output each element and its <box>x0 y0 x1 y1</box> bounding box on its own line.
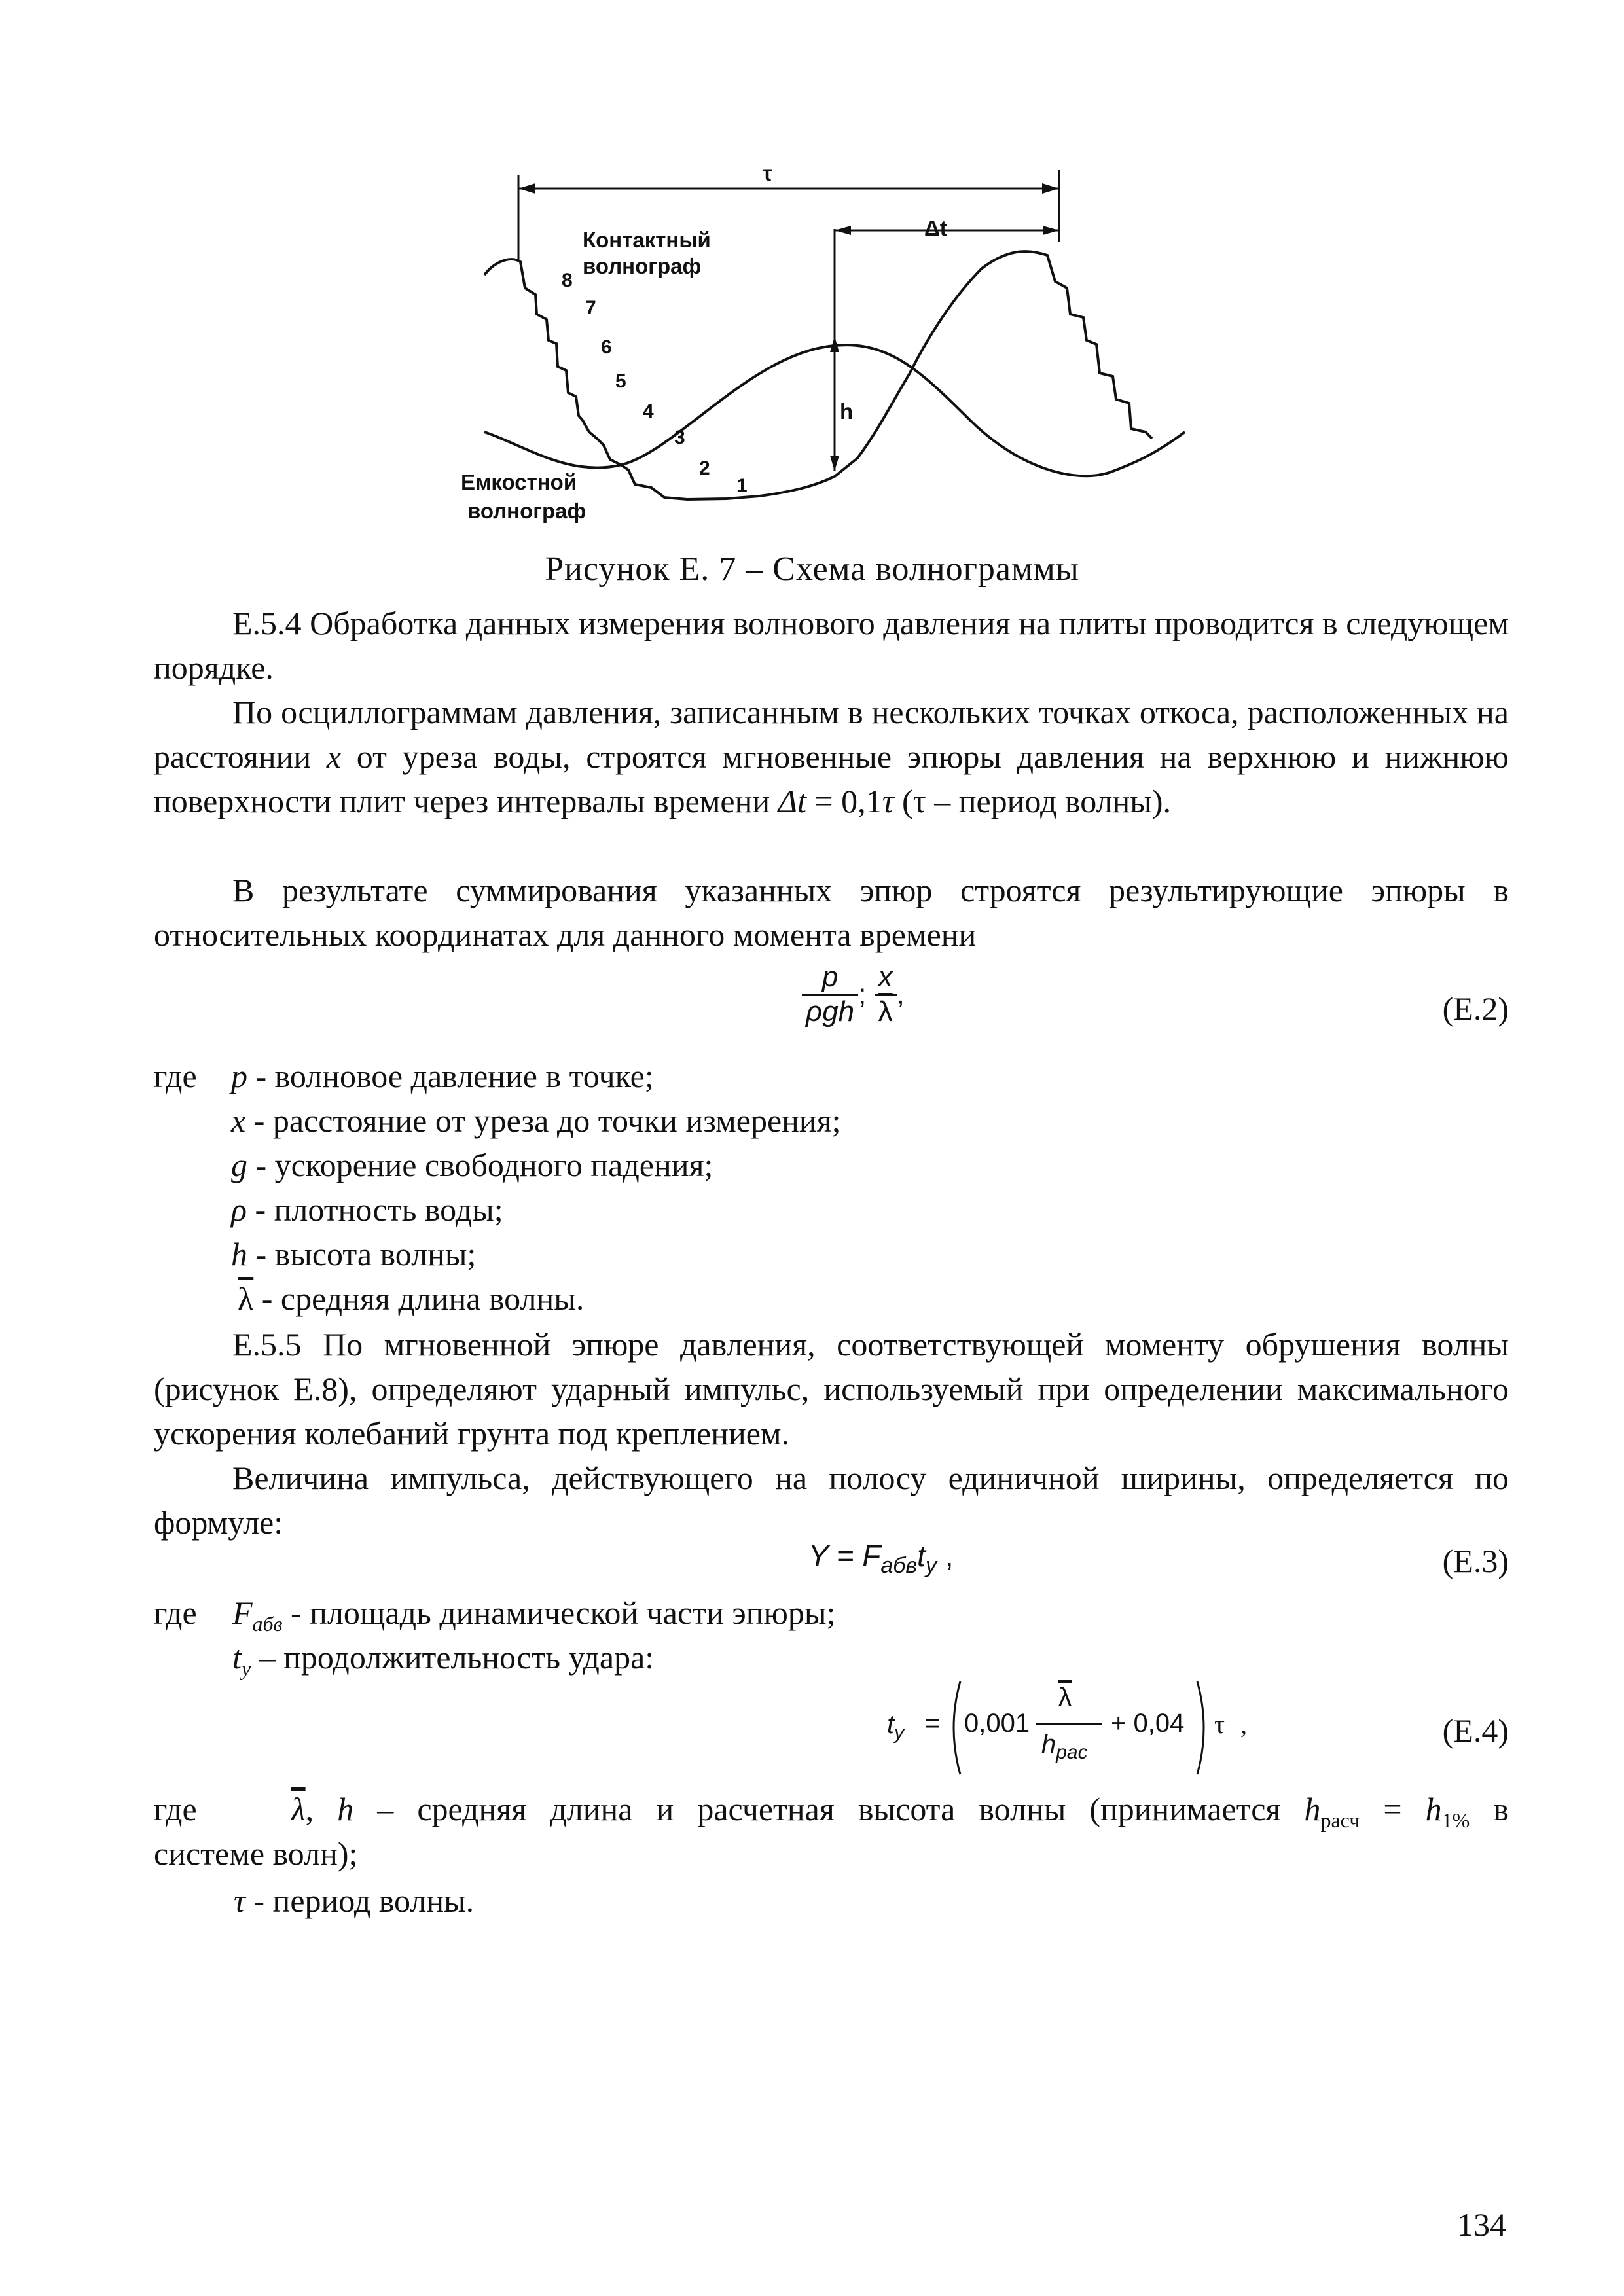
def-ty-symbol: t <box>232 1639 242 1676</box>
definitions-e2 <box>154 1054 1509 1329</box>
def-fabv-text: - площадь динамической части эпюры; <box>282 1594 836 1631</box>
def-x-text: - расстояние от уреза до точки измерения; <box>245 1102 841 1139</box>
defs-e4-text-e: в <box>1470 1791 1509 1827</box>
equation-e2-number: (Е.2) <box>1442 990 1509 1027</box>
eq-e3-sub: абв <box>880 1553 918 1579</box>
def-ty-text: – продолжительность удара: <box>251 1639 655 1676</box>
paragraph-summation: В результате суммирования указанных эпюр строятся результирующие эпюры в относительных координатах для данного момента времени <box>154 872 1509 953</box>
eq-e4-right-paren <box>1195 1679 1213 1777</box>
p2-tau-symbol: τ <box>882 783 894 819</box>
p2-x-symbol: x <box>326 738 342 775</box>
eq-e2-fraction-1 <box>802 961 858 1028</box>
page-number: 134 <box>1457 2206 1506 2243</box>
step-number-6: 6 <box>601 336 612 358</box>
wavegram-figure <box>458 157 1231 550</box>
tau-label: τ <box>763 161 772 185</box>
equation-e3-number: (Е.3) <box>1442 1543 1509 1579</box>
step-number-8: 8 <box>562 270 573 291</box>
eq-e2-num2: x <box>875 961 897 996</box>
def-x <box>231 1098 841 1143</box>
paragraph-oscillograms <box>154 690 1509 823</box>
def-ty <box>232 1635 654 1691</box>
eq-e3-t: t <box>917 1539 926 1573</box>
defs-e2-where: где <box>154 1058 197 1094</box>
p2-dt-symbol: Δt <box>778 783 806 819</box>
def-rho-symbol: ρ <box>231 1191 247 1228</box>
eq-e4-trail: , <box>1240 1710 1247 1739</box>
defs-e3-where: где <box>154 1594 197 1631</box>
def-lambda <box>238 1276 584 1321</box>
dt-arrow-right <box>1043 226 1059 235</box>
def-lambda-symbol: $\overline{\lambda}$ <box>238 1280 254 1317</box>
equation-e2 <box>802 961 905 1028</box>
defs-e4-text-c: – средняя длина и расчетная высота волны (принимается <box>353 1791 1305 1827</box>
eq-e2-trail: , <box>896 978 905 1011</box>
defs-e4-lambda: $\overline{\lambda}$ <box>291 1791 306 1827</box>
step-number-5: 5 <box>615 370 626 392</box>
tau-arrow-left <box>518 183 535 194</box>
eq-e4-equals: = <box>925 1709 941 1738</box>
paragraph-e55: Е.5.5 По мгновенной эпюре давления, соответствующей моменту обрушения волны (рисунок Е.8), определяют ударный импульс, используемый при определении максимального ускорения колебаний грунта под креплением. <box>154 1326 1509 1452</box>
def-p-text: - волновое давление в точке; <box>247 1058 654 1094</box>
equation-e3 <box>808 1538 954 1579</box>
def-lambda-text: - средняя длина волны. <box>253 1280 585 1317</box>
eq-e3-trail: , <box>936 1539 954 1573</box>
contact-label-line1: Контактный <box>583 228 711 252</box>
figure-caption: Рисунок Е. 7 – Схема волнограммы <box>545 550 1079 588</box>
def-h-text: - высота волны; <box>247 1236 477 1272</box>
eq-e4-tau: τ <box>1214 1710 1225 1739</box>
p2-text-c: = 0,1 <box>806 783 882 819</box>
eq-e4-lhs: $t_y$ <box>887 1710 905 1744</box>
defs-e4-where: где <box>154 1791 197 1827</box>
p2-text-b: от уреза воды, строятся мгновенные эпюры давления на верхнюю и нижнюю поверхности плит через интервалы времени <box>154 738 1509 819</box>
eq-e2-den2: λ <box>878 996 893 1028</box>
eq-e2-num1: p <box>802 961 858 996</box>
defs-e4-h3-sub: 1% <box>1441 1808 1470 1832</box>
defs-e4-comma: , <box>305 1791 338 1827</box>
step-number-1: 1 <box>736 475 748 497</box>
defs-e4-text-d: = <box>1360 1791 1426 1827</box>
contact-wave-curve <box>484 251 1152 499</box>
equation-e4-number: (Е.4) <box>1442 1712 1509 1749</box>
capacitive-label-line2: волнограф <box>467 499 586 523</box>
def-ty-sub: y <box>241 1657 251 1680</box>
h-arrow-bottom <box>830 456 839 471</box>
eq-e4-plus: + 0,04 <box>1111 1709 1185 1738</box>
def-g <box>231 1143 713 1187</box>
definitions-e3 <box>154 1590 1509 1682</box>
step-number-3: 3 <box>674 427 685 448</box>
def-g-text: - ускорение свободного падения; <box>247 1147 713 1183</box>
def-x-symbol: x <box>231 1102 246 1139</box>
eq-e2-separator: ; <box>858 978 867 1011</box>
eq-e4-fraction-line <box>1036 1723 1102 1725</box>
def-tau-text: - период волны. <box>245 1882 475 1919</box>
p2-text-a: По осциллограммам давления, записанным в нескольких точках откоса, расположенных на расстоянии <box>154 694 1509 775</box>
p2-text-d: (τ – период волны). <box>893 783 1171 819</box>
def-fabv-sub: абв <box>252 1612 283 1636</box>
def-fabv-symbol: F <box>232 1594 253 1631</box>
eq-e4-left-paren <box>945 1679 963 1777</box>
eq-e2-fraction-2 <box>875 961 897 1028</box>
def-p-symbol: p <box>231 1058 247 1094</box>
def-tau <box>234 1878 474 1923</box>
step-number-4: 4 <box>643 401 654 422</box>
dt-arrow-left <box>835 226 851 235</box>
tau-arrow-right <box>1042 183 1059 194</box>
def-h <box>231 1232 476 1276</box>
eq-e3-tsub: y <box>925 1553 937 1579</box>
def-h-symbol: h <box>231 1236 247 1272</box>
contact-label-line2: волнограф <box>583 254 702 278</box>
def-tau-symbol: τ <box>234 1882 245 1919</box>
dt-label: Δt <box>924 216 947 240</box>
def-p <box>231 1054 654 1098</box>
eq-e4-coef: 0,001 <box>964 1709 1030 1738</box>
defs-e4-h3: h <box>1425 1791 1442 1827</box>
defs-e4-h: h <box>337 1791 354 1827</box>
equation-e4 <box>887 1679 1254 1777</box>
defs-e4-h2: h <box>1304 1791 1321 1827</box>
def-rho-text: - плотность воды; <box>247 1191 503 1228</box>
capacitive-label-line1: Емкостной <box>461 470 577 494</box>
h-label: h <box>840 399 854 423</box>
eq-e4-num: $\overline{\lambda}$ <box>1058 1683 1072 1712</box>
step-number-2: 2 <box>699 457 710 479</box>
eq-e3-main: Y = F <box>808 1539 881 1573</box>
def-g-symbol: g <box>231 1147 247 1183</box>
eq-e4-den: $h_{рас}$ <box>1041 1730 1088 1763</box>
paragraph-e54: Е.5.4 Обработка данных измерения волнового давления на плиты проводится в следующем порядке. <box>154 605 1509 686</box>
step-number-7: 7 <box>585 297 596 319</box>
defs-e4-line2: системе волн); <box>154 1835 358 1872</box>
def-rho <box>231 1187 503 1232</box>
paragraph-impulse: Величина импульса, действующего на полосу единичной ширины, определяется по формуле: <box>154 1460 1509 1541</box>
definitions-e4 <box>154 1787 1509 1924</box>
eq-e2-den1: ρgh <box>806 996 855 1028</box>
defs-e4-h2-sub: расч <box>1320 1808 1360 1832</box>
